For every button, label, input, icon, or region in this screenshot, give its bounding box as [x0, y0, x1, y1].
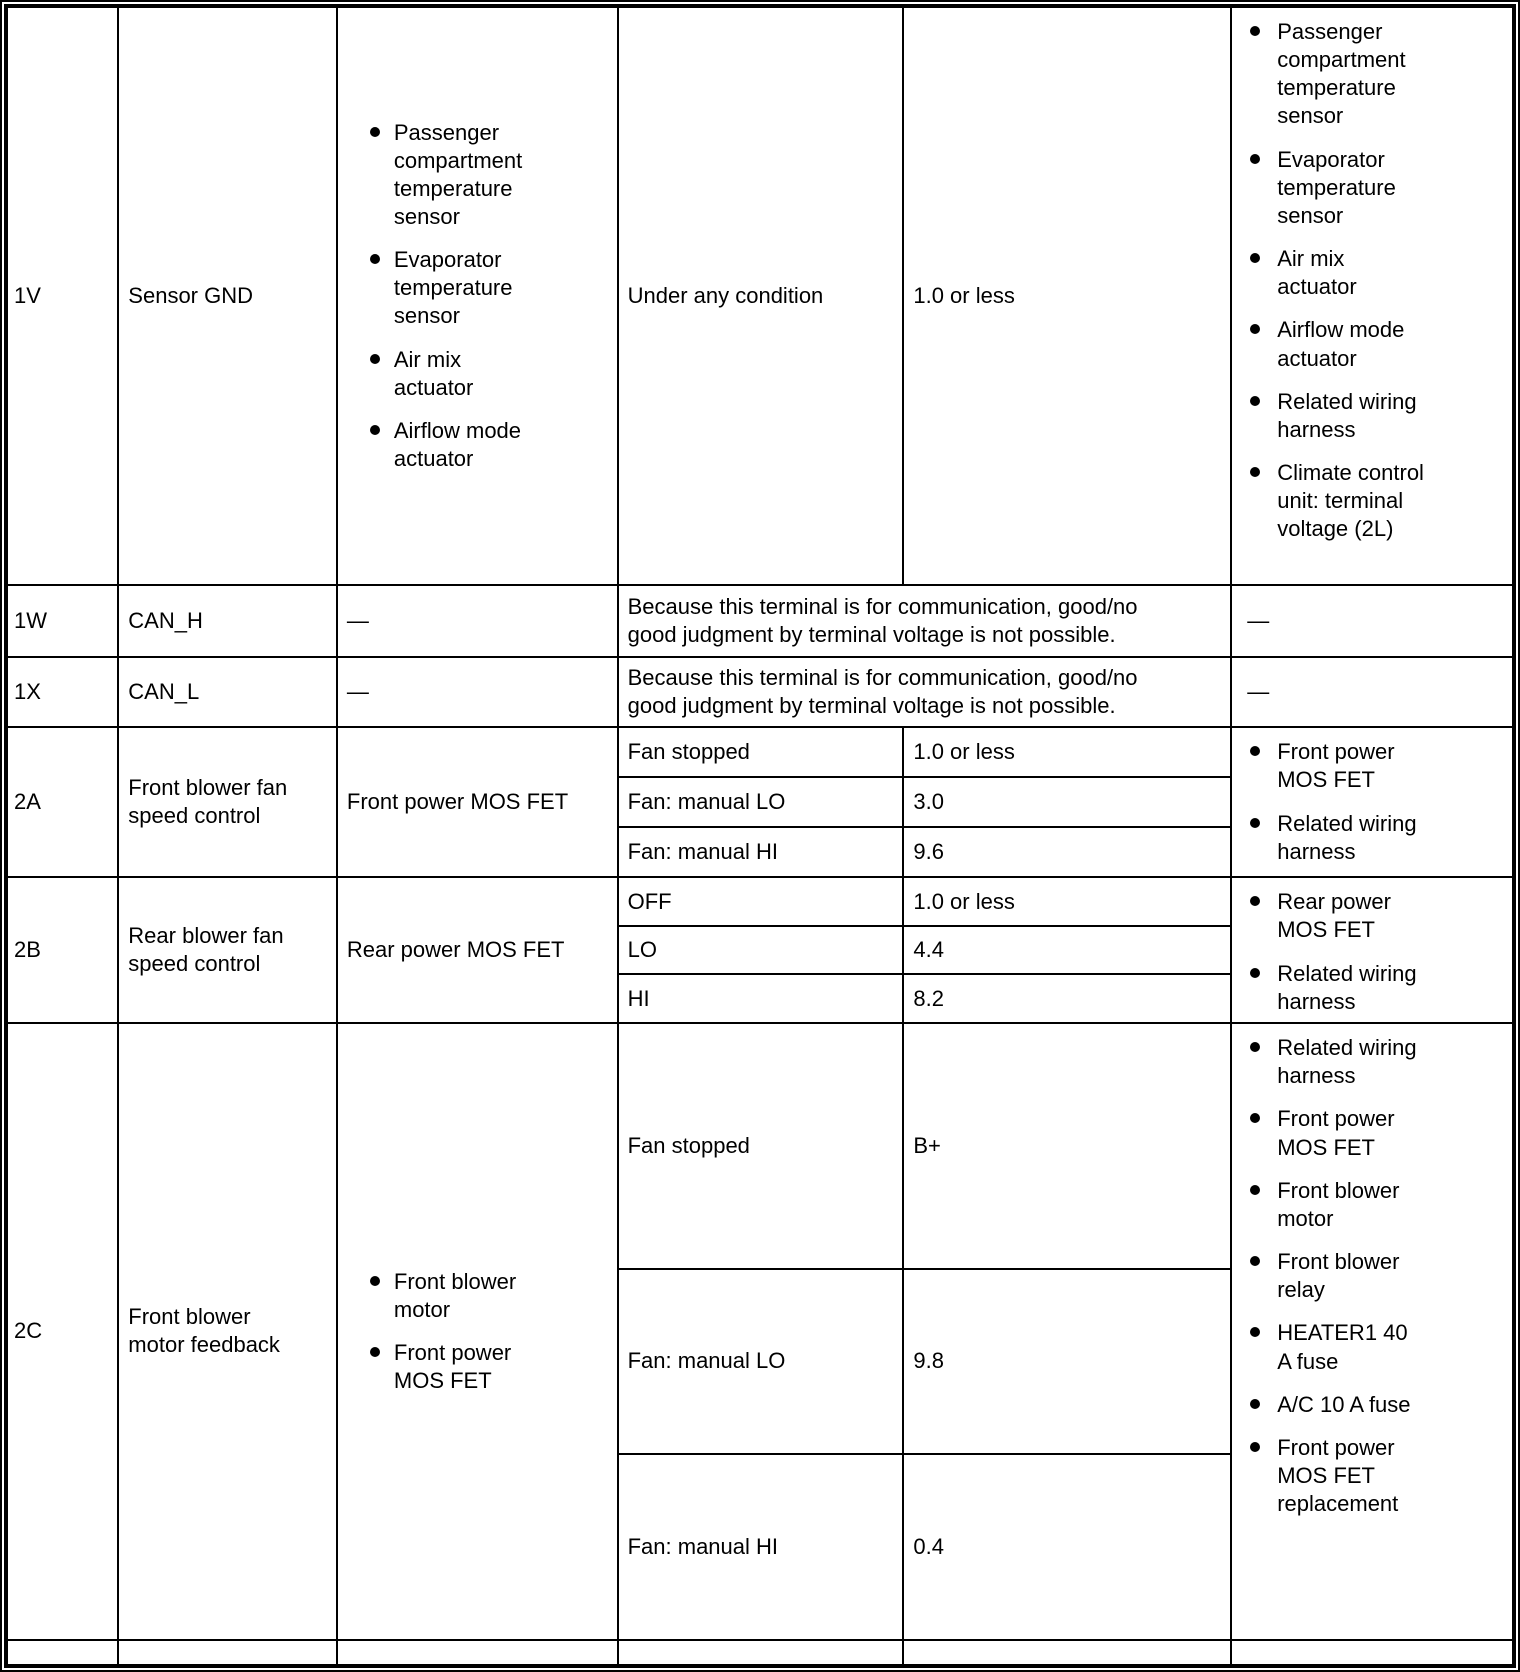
terminal-name-cell: Front blower fan speed control — [118, 727, 337, 877]
condition-cell: Under any condition — [618, 6, 904, 585]
condition-cell: HI — [618, 974, 904, 1023]
terminal-name-cell: Rear blower fan speed control — [118, 877, 337, 1023]
terminal-name-cell: CAN_L — [118, 657, 337, 727]
bullet-item: Front blower motor — [367, 1268, 542, 1324]
bullet-item: Front blower relay — [1247, 1248, 1425, 1304]
connected-parts-cell: Front power MOS FET — [337, 727, 618, 877]
bullet-item: Front power MOS FET — [367, 1339, 542, 1395]
connected-parts-cell — [337, 1023, 618, 1640]
suspect-parts-list — [1247, 18, 1504, 544]
condition-cell: Fan: manual LO — [618, 777, 904, 827]
bullet-item: Air mix actuator — [1247, 245, 1425, 301]
voltage-value-cell: 1.0 or less — [903, 877, 1231, 926]
communication-note-cell — [618, 657, 1232, 727]
row-2c-sub-1 — [6, 1023, 1514, 1269]
bullet-item: Front blower motor — [1247, 1177, 1425, 1233]
empty-cell — [618, 1640, 904, 1666]
row-2a-sub-1 — [6, 727, 1514, 777]
empty-cell — [6, 1640, 118, 1666]
terminal-id-cell: 2B — [6, 877, 118, 1023]
terminal-id-cell: 1X — [6, 657, 118, 727]
row-2b-sub-1 — [6, 877, 1514, 926]
voltage-value-cell: 9.8 — [903, 1269, 1231, 1453]
bullet-item: Airflow mode actuator — [367, 417, 542, 473]
suspect-parts-list — [1247, 1034, 1504, 1518]
bullet-item: Related wiring harness — [1247, 388, 1425, 444]
suspect-parts-cell: — — [1231, 585, 1514, 657]
condition-cell: Fan: manual LO — [618, 1269, 904, 1453]
bullet-item: Front power MOS FET replacement — [1247, 1434, 1425, 1518]
suspect-parts-cell — [1231, 727, 1514, 877]
bullet-item: Evaporator temperature sensor — [1247, 146, 1425, 230]
connected-parts-list — [347, 119, 607, 474]
bullet-item: Rear power MOS FET — [1247, 888, 1425, 944]
terminal-name-cell: Front blower motor feedback — [118, 1023, 337, 1640]
suspect-parts-cell: — — [1231, 657, 1514, 727]
bullet-item: Airflow mode actuator — [1247, 316, 1425, 372]
suspect-parts-cell — [1231, 6, 1514, 585]
bullet-item: Related wiring harness — [1247, 960, 1425, 1016]
bullet-item: Related wiring harness — [1247, 1034, 1425, 1090]
bullet-item: Related wiring harness — [1247, 810, 1425, 866]
voltage-value-cell: 3.0 — [903, 777, 1231, 827]
bullet-item: Evaporator temperature sensor — [367, 246, 542, 330]
connected-parts-cell — [337, 6, 618, 585]
empty-cell — [903, 1640, 1231, 1666]
row-1w — [6, 585, 1514, 657]
bullet-item: Passenger compartment temperature sensor — [1247, 18, 1425, 131]
bullet-item: Front power MOS FET — [1247, 1105, 1425, 1161]
bullet-item: HEATER1 40 A fuse — [1247, 1319, 1425, 1375]
empty-cell — [118, 1640, 337, 1666]
condition-cell: LO — [618, 926, 904, 975]
bullet-item: A/C 10 A fuse — [1247, 1391, 1425, 1419]
terminal-name-cell: CAN_H — [118, 585, 337, 657]
voltage-value-cell: B+ — [903, 1023, 1231, 1269]
row-1x — [6, 657, 1514, 727]
terminal-id-cell: 1V — [6, 6, 118, 585]
condition-cell: OFF — [618, 877, 904, 926]
bullet-item: Climate control unit: terminal voltage (2L) — [1247, 459, 1425, 543]
row-partial — [6, 1640, 1514, 1666]
suspect-parts-list — [1247, 888, 1504, 1016]
terminal-name-cell: Sensor GND — [118, 6, 337, 585]
condition-cell: Fan: manual HI — [618, 1454, 904, 1640]
empty-cell — [1231, 1640, 1514, 1666]
condition-cell: Fan stopped — [618, 1023, 904, 1269]
condition-cell: Fan: manual HI — [618, 827, 904, 877]
terminal-id-cell: 2C — [6, 1023, 118, 1640]
voltage-value-cell: 1.0 or less — [903, 727, 1231, 777]
terminal-id-cell: 1W — [6, 585, 118, 657]
suspect-parts-list — [1247, 738, 1504, 866]
voltage-value-cell: 9.6 — [903, 827, 1231, 877]
row-1v — [6, 6, 1514, 585]
voltage-value-cell: 0.4 — [903, 1454, 1231, 1640]
terminal-voltage-table — [4, 4, 1516, 1668]
bullet-item: Passenger compartment temperature sensor — [367, 119, 542, 232]
bullet-item: Front power MOS FET — [1247, 738, 1425, 794]
connected-parts-cell: — — [337, 585, 618, 657]
communication-note: Because this terminal is for communication, good/no good judgment by terminal voltage is not possible. — [627, 664, 1138, 718]
connected-parts-list — [347, 1268, 607, 1396]
terminal-id-cell: 2A — [6, 727, 118, 877]
connected-parts-cell: Rear power MOS FET — [337, 877, 618, 1023]
communication-note: Because this terminal is for communication, good/no good judgment by terminal voltage is not possible. — [627, 593, 1138, 647]
voltage-value-cell: 8.2 — [903, 974, 1231, 1023]
suspect-parts-cell — [1231, 877, 1514, 1023]
communication-note-cell — [618, 585, 1232, 657]
voltage-value-cell: 4.4 — [903, 926, 1231, 975]
connected-parts-cell: — — [337, 657, 618, 727]
condition-cell: Fan stopped — [618, 727, 904, 777]
empty-cell — [337, 1640, 618, 1666]
voltage-value-cell: 1.0 or less — [903, 6, 1231, 585]
bullet-item: Air mix actuator — [367, 346, 542, 402]
suspect-parts-cell — [1231, 1023, 1514, 1640]
